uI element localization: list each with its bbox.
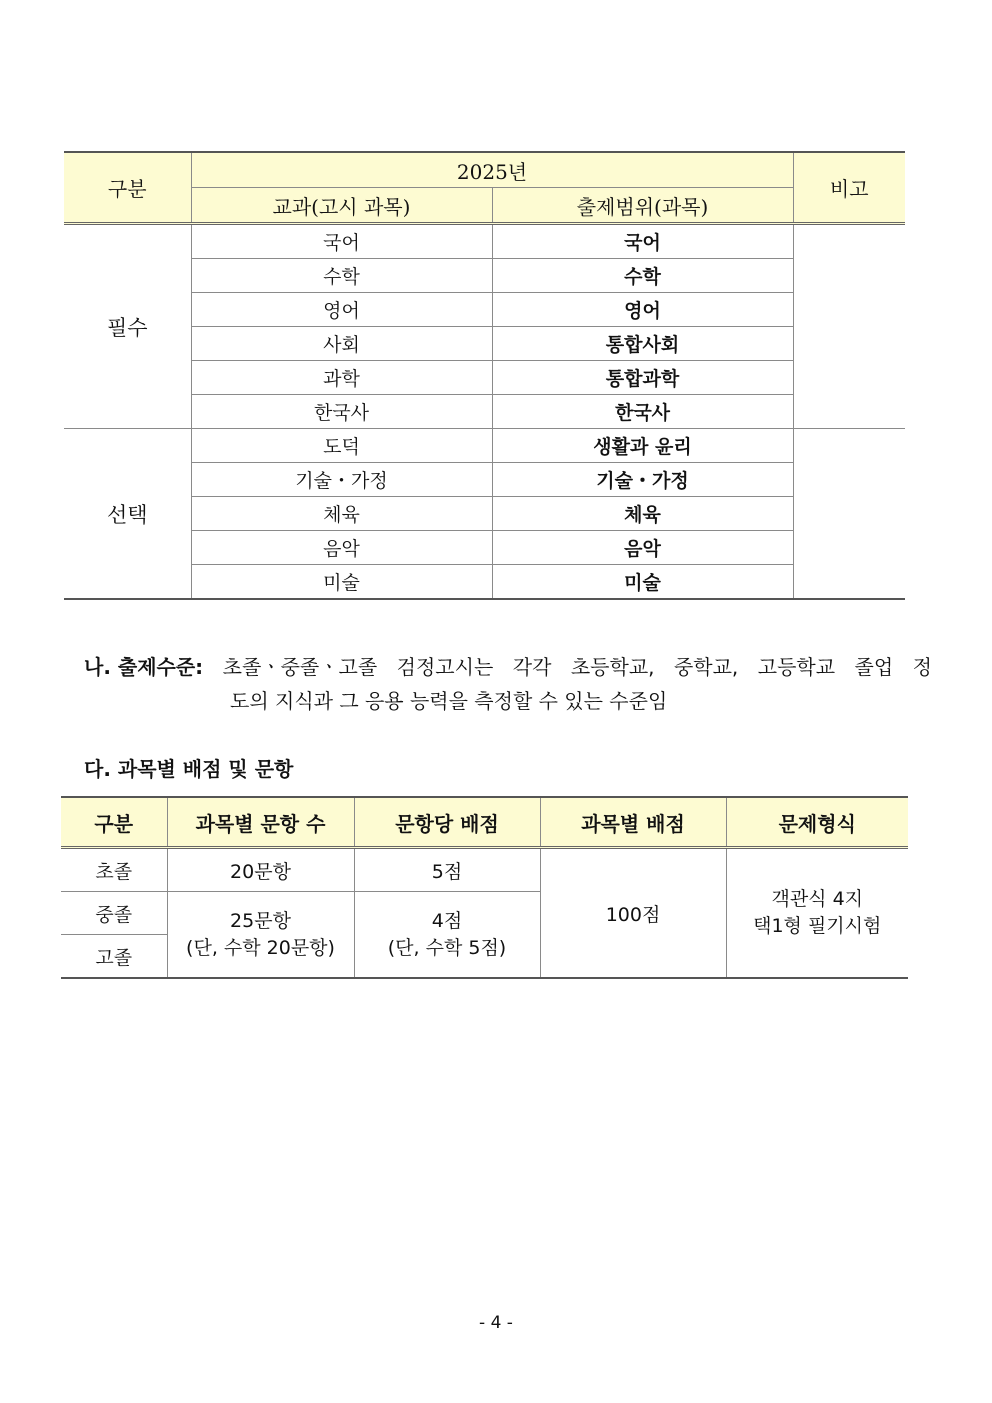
header-category: 구분 — [64, 152, 191, 224]
exam-level-line1 — [84, 650, 932, 684]
count-value: 25문항 — [230, 909, 291, 932]
exam-level-paragraph — [84, 650, 932, 718]
subject-cell: 음악 — [191, 531, 492, 565]
level-word: 고등학교 — [757, 655, 836, 679]
header-category: 구분 — [61, 797, 167, 848]
subject-cell: 도덕 — [191, 429, 492, 463]
subject-cell: 기술・가정 — [191, 463, 492, 497]
format-line1: 객관식 4지 — [771, 888, 864, 910]
count-note: (단, 수학 20문항) — [186, 936, 335, 959]
question-format — [726, 848, 908, 979]
total-points: 100점 — [540, 848, 726, 979]
scope-cell: 체육 — [492, 497, 793, 531]
table-row — [64, 327, 905, 361]
header-points-per-question: 문항당 배점 — [354, 797, 540, 848]
scope-cell: 생활과 윤리 — [492, 429, 793, 463]
format-line2: 택1형 필기시험 — [753, 915, 882, 937]
level-word: 초졸ㆍ중졸ㆍ고졸 — [222, 655, 378, 679]
subject-cell: 사회 — [191, 327, 492, 361]
subject-cell: 미술 — [191, 565, 492, 600]
level-word: 검정고시는 — [396, 655, 494, 679]
scope-cell: 국어 — [492, 224, 793, 259]
scope-cell: 통합과학 — [492, 361, 793, 395]
page-number: - 4 - — [479, 1313, 513, 1333]
table-row — [64, 293, 905, 327]
middle-high-count — [167, 892, 354, 979]
level-word: 졸업 — [854, 655, 894, 679]
table-row — [64, 395, 905, 429]
remark-cell — [793, 224, 905, 429]
subject-scope-table — [64, 151, 905, 600]
level-word: 중학교, — [673, 655, 739, 679]
table-row — [64, 531, 905, 565]
subject-cell: 체육 — [191, 497, 492, 531]
subject-cell: 국어 — [191, 224, 492, 259]
table-row — [64, 565, 905, 600]
remark-cell — [793, 429, 905, 600]
scope-cell: 미술 — [492, 565, 793, 600]
table-row — [64, 259, 905, 293]
header-year: 2025년 — [191, 152, 793, 188]
header-question-count: 과목별 문항 수 — [167, 797, 354, 848]
scope-cell: 영어 — [492, 293, 793, 327]
scope-cell: 통합사회 — [492, 327, 793, 361]
level-elementary: 초졸 — [61, 848, 167, 892]
header-subject: 교과(고시 과목) — [191, 188, 492, 224]
level-word: 각각 — [512, 655, 552, 679]
header-format: 문제형식 — [726, 797, 908, 848]
header-total-points: 과목별 배점 — [540, 797, 726, 848]
table-row — [61, 848, 908, 892]
subject-cell: 한국사 — [191, 395, 492, 429]
exam-level-line2: 도의 지식과 그 응용 능력을 측정할 수 있는 수준임 — [230, 689, 668, 713]
middle-high-points — [354, 892, 540, 979]
level-middle: 중졸 — [61, 892, 167, 935]
table-row — [64, 361, 905, 395]
elementary-count: 20문항 — [167, 848, 354, 892]
table-row — [64, 224, 905, 259]
scope-cell: 수학 — [492, 259, 793, 293]
level-word: 정 — [912, 655, 932, 679]
header-scope: 출제범위(과목) — [492, 188, 793, 224]
table-row — [64, 463, 905, 497]
points-value: 4점 — [431, 909, 463, 932]
elementary-points: 5점 — [354, 848, 540, 892]
scope-cell: 한국사 — [492, 395, 793, 429]
points-note: (단, 수학 5점) — [387, 936, 507, 959]
header-remark: 비고 — [793, 152, 905, 224]
subject-cell: 수학 — [191, 259, 492, 293]
exam-level-label: 나. 출제수준: — [84, 655, 204, 679]
group-required: 필수 — [64, 224, 191, 429]
scope-cell: 음악 — [492, 531, 793, 565]
table-row — [64, 429, 905, 463]
level-high: 고졸 — [61, 935, 167, 979]
level-word: 초등학교, — [570, 655, 655, 679]
group-elective: 선택 — [64, 429, 191, 600]
scoring-table — [61, 796, 908, 979]
section-title: 다. 과목별 배점 및 문항 — [84, 757, 294, 781]
scope-cell: 기술・가정 — [492, 463, 793, 497]
table-row — [64, 497, 905, 531]
subject-cell: 과학 — [191, 361, 492, 395]
subject-cell: 영어 — [191, 293, 492, 327]
